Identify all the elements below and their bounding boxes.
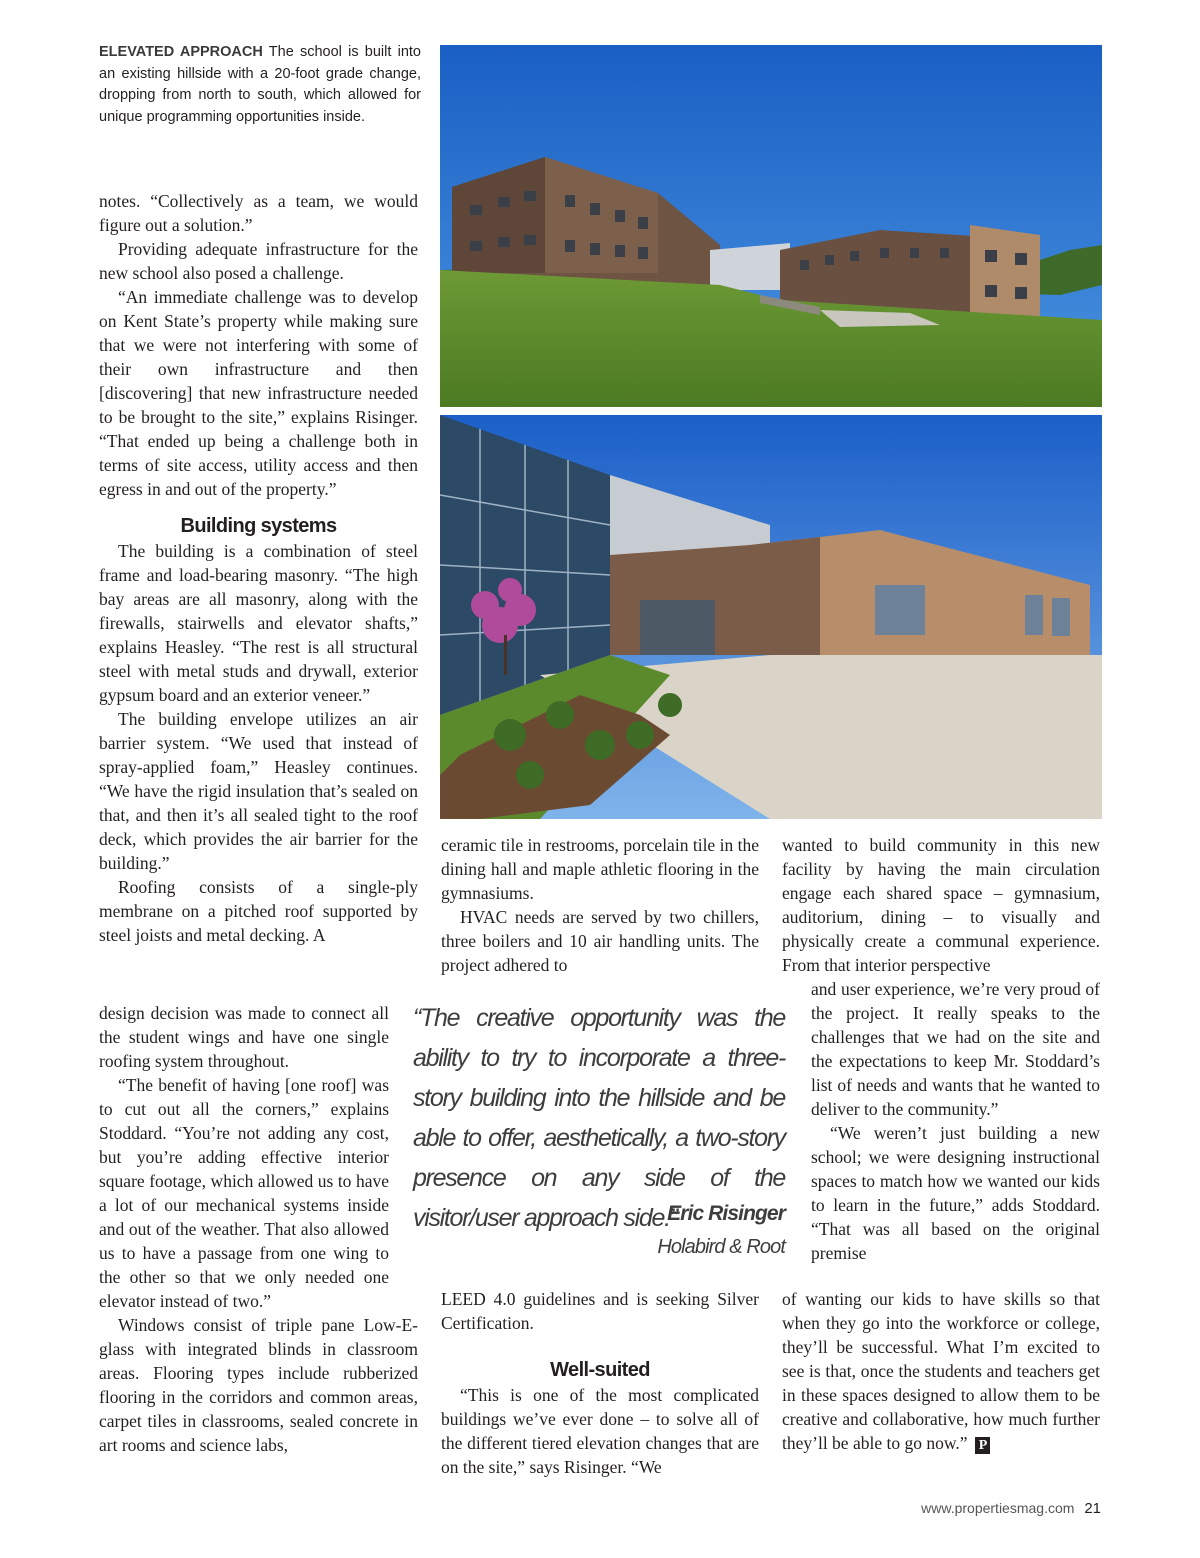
paragraph: notes. “Collectively as a team, we would figure out a solution.” (99, 191, 418, 235)
paragraph: “The benefit of having [one roof] was to cut out all the corners,” explains Stoddard. “You’re not adding any cost, but you’re adding effective interior square footage, which allowed us to have a lot of our mechanical systems inside and out of the weather. That also allowed us to have a passage from one wing to the other so that we only needed one elevator instead of two.” (99, 1075, 389, 1311)
section-heading-building-systems: Building systems (180, 515, 337, 537)
article-column-2-top (441, 833, 759, 977)
article-column-1 (99, 189, 418, 947)
paragraph: “We weren’t just building a new school; we were designing instructional spaces to match how we wanted our kids to learn in the future,” adds Stoddard. “That was all based on the original premise (811, 1123, 1100, 1263)
paragraph: HVAC needs are served by two chillers, three boilers and 10 air handling units. The project adhered to (441, 907, 759, 975)
article-column-1-narrow (99, 1001, 418, 1457)
paragraph: Windows consist of triple pane Low-E-glass with integrated blinds in classroom areas. Flooring types include rubberized flooring in the corridors and common areas, carpet tiles in classrooms, sealed concrete in art rooms and science labs, (99, 1315, 418, 1455)
article-column-3-top (782, 833, 1100, 977)
photo-caption (99, 42, 421, 128)
article-column-3-indented (811, 977, 1100, 1265)
caption-lead: ELEVATED APPROACH (99, 44, 263, 60)
hillside-building-image (440, 45, 1102, 407)
paragraph: “This is one of the most complicated buildings we’ve ever done – to solve all of the different tiered elevation changes that are on the site,” says Risinger. “We (441, 1385, 759, 1477)
paragraph: LEED 4.0 guidelines and is seeking Silver Certification. (441, 1289, 759, 1333)
paragraph: The building is a combination of steel frame and load-bearing masonry. “The high bay areas are all masonry, along with the firewalls, stairwells and elevator shafts,” explains Heasley. “The rest is all structural steel with metal studs and drywall, exterior gypsum board and an exterior veneer.” (99, 541, 418, 705)
paragraph: and user experience, we’re very proud of the project. It really speaks to the challenges that we had on the site and the expectations to keep Mr. Stoddard’s list of needs and wants that he wanted to deliver to the community.” (811, 979, 1100, 1119)
paragraph-text: of wanting our kids to have skills so that when they go into the workforce or college, they’ll be successful. What I’m excited to see is that, once the students and teachers get in these spaces designed to allow them to be creative and collaborative, how much further they’ll be able to go now.” (782, 1289, 1100, 1453)
section-heading-well-suited: Well-suited (550, 1359, 650, 1381)
pull-quote-attribution-org: Holabird & Root (657, 1236, 785, 1258)
article-column-3-bottom (782, 1287, 1100, 1455)
school-exterior-hillside-photo (440, 45, 1102, 407)
page-number: 21 (1084, 1500, 1101, 1517)
paragraph: design decision was made to connect all the student wings and have one single roofing system throughout. (99, 1003, 389, 1071)
paragraph: ceramic tile in restrooms, porcelain tile in the dining hall and maple athletic flooring in the gymnasiums. (441, 835, 759, 903)
article-column-2-bottom (441, 1287, 759, 1479)
entrance-building-image (440, 415, 1102, 819)
paragraph (782, 1287, 1100, 1455)
paragraph: Providing adequate infrastructure for the new school also posed a challenge. (99, 239, 418, 283)
footer-url: www.propertiesmag.com (921, 1500, 1075, 1516)
end-of-article-mark: P (975, 1437, 990, 1454)
school-entrance-photo (440, 415, 1102, 819)
paragraph: wanted to build community in this new facility by having the main circulation engage each shared space – gymnasium, auditorium, dining – to visually and physically create a communal experience. From that interior perspective (782, 835, 1100, 975)
pull-quote-attribution-name: Eric Risinger (667, 1202, 785, 1225)
paragraph: Roofing consists of a single-ply membrane on a pitched roof supported by steel joists and metal decking. A (99, 877, 418, 945)
paragraph: “An immediate challenge was to develop on Kent State’s property while making sure that we were not interfering with some of their own infrastructure and then [discovering] that new infrastructure needed to be brought to the site,” explains Risinger. “That ended up being a challenge both in terms of site access, utility access and then egress in and out of the property.” (99, 287, 418, 499)
caption-text: The school is built into an existing hillside with a 20-foot grade change, dropping from north to south, which allowed for unique programming opportunities inside. (99, 44, 421, 125)
paragraph: The building envelope utilizes an air barrier system. “We used that instead of spray-applied foam,” Heasley continues. “We have the rigid insulation that’s sealed on that, and then it’s all sealed tight to the roof deck, which provides the air barrier for the building.” (99, 709, 418, 873)
page-footer (921, 1500, 1101, 1517)
pull-quote: “The creative opportunity was the ability to try to incorporate a three-story building into the hillside and be able to offer, aesthetically, a two-story presence on any side of the visitor/user approach side.” (413, 1004, 785, 1232)
